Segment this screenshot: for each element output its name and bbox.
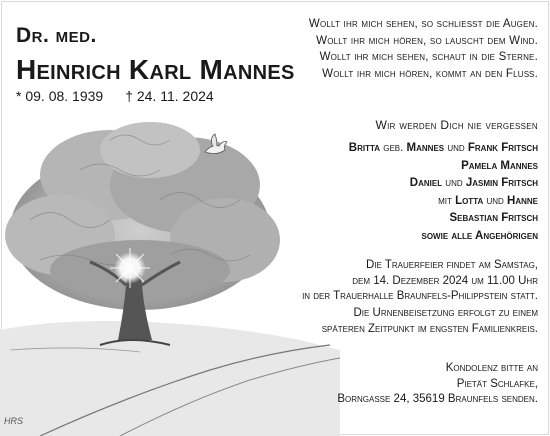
mourner-line: Sebastian Fritsch xyxy=(449,212,538,224)
death-date: † 24. 11. 2024 xyxy=(125,88,214,104)
remembrance-line: Wir werden Dich nie vergessen xyxy=(375,118,538,132)
poem xyxy=(288,16,538,82)
artist-signature: HRS xyxy=(4,416,24,426)
mourner-line: Daniel und Jasmin Fritsch xyxy=(409,177,538,189)
urn-burial-info: Die Urnenbeisetzung erfolgt zu einem späteren Zeitpunkt im engsten Familienkreis. xyxy=(321,307,538,335)
mourner-line: mit Lotta und Hanne xyxy=(438,194,538,207)
mourner-line: Pamela Mannes xyxy=(461,159,538,172)
condolence-info: Kondolenz bitte an Pietät Schlafke, Borngasse 24, 35619 Braunfels senden. xyxy=(337,362,538,405)
mourners-list xyxy=(278,140,538,245)
poem-line: Wollt ihr mich sehen, schaut in die Sterne. xyxy=(319,51,538,63)
poem-line: Wollt ihr mich hören, so lauscht dem Wind. xyxy=(316,34,538,47)
deceased-name: Heinrich Karl Mannes xyxy=(16,54,295,85)
birth-date: * 09. 08. 1939 xyxy=(16,88,104,104)
deceased-title: Dr. med. xyxy=(16,24,97,47)
poem-line: Wollt ihr mich sehen, so schließt die Augen. xyxy=(308,18,538,30)
poem-line: Wollt ihr mich hören, kommt an den Fluß. xyxy=(322,67,538,80)
funeral-info: Die Trauerfeier findet am Samstag, dem 14. Dezember 2024 um 11.00 Uhr in der Trauerhalle Braunfels-Philippstein statt. xyxy=(302,259,538,302)
life-dates xyxy=(16,88,214,104)
mourner-line: sowie alle Angehörigen xyxy=(421,229,538,242)
mourner-line: Britta geb. Mannes und Frank Fritsch xyxy=(348,142,538,154)
